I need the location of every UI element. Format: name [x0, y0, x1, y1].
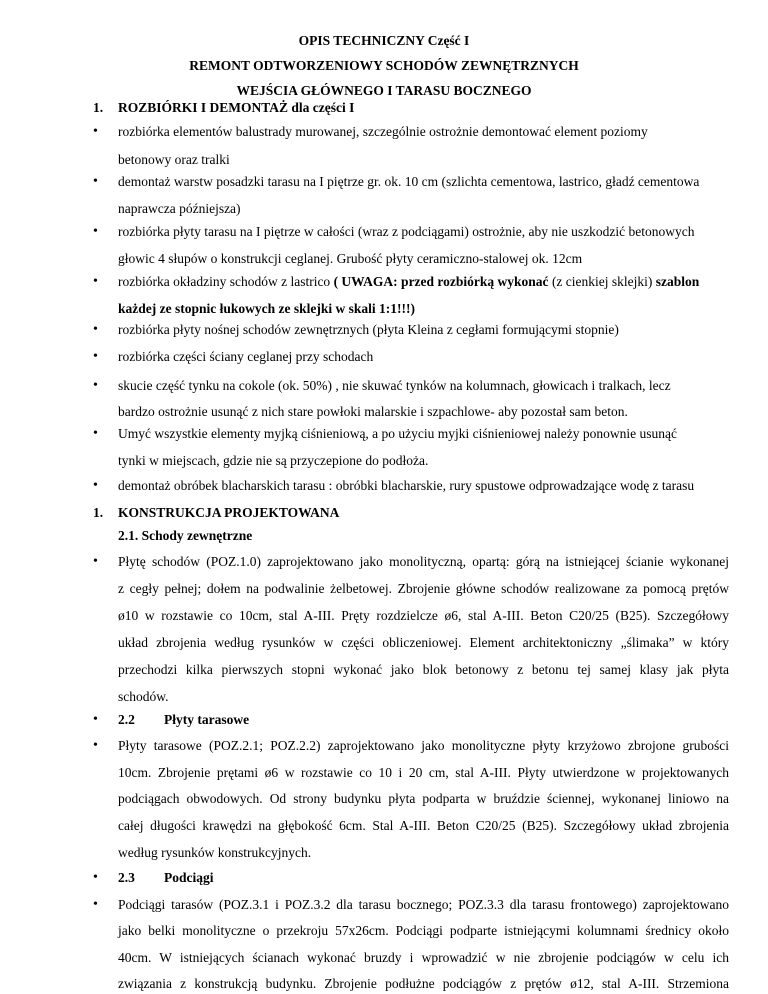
list-item: skucie część tynku na cokole (ok. 50%) , nie skuwać tynków na kolumnach, głowicach i tralkach, lecz	[118, 378, 671, 393]
list-item: rozbiórka części ściany ceglanej przy schodach	[118, 349, 374, 364]
bullet-icon: •	[93, 274, 98, 289]
bullet-icon: •	[93, 349, 98, 364]
list-item-cont: betonowy oraz tralki	[118, 152, 230, 167]
list-item: demontaż obróbek blacharskich tarasu : obróbki blacharskie, rury spustowe odprowadzające wodę z tarasu	[118, 478, 695, 493]
paragraph-line: Płyty tarasowe (POZ.2.1; POZ.2.2) zaprojektowano jako monolityczne płyty krzyżowo zbrojone grubości	[118, 738, 729, 753]
list-item-cont: naprawcza późniejsza)	[118, 201, 241, 216]
bullet-icon: •	[93, 224, 98, 239]
paragraph-line: przechodzi kilka pierwszych stopni wykonać jako blok betonowy z betonu tej samej klasy jak płyta	[118, 662, 729, 677]
bullet-icon: •	[93, 426, 98, 441]
section-1-heading: ROZBIÓRKI I DEMONTAŻ dla części I	[118, 100, 355, 115]
list-item-cont: tynki w miejscach, gdzie nie są przyczepione do podłoża.	[118, 453, 429, 468]
paragraph-line: jako belki monolityczne o przekroju 57x26cm. Podciągi podparte istniejącymi kolumnami średnicy około	[118, 923, 729, 938]
paragraph-line: 40cm. W istniejących ścianach wykonać bruzdy i wprowadzić w nie zbrojenie podciągów w celu ich	[118, 950, 729, 965]
subsection-2-1-heading: 2.1. Schody zewnętrzne	[118, 528, 253, 543]
list-item-text: (z cienkiej sklejki)	[548, 274, 656, 289]
subsection-2-3-heading: Podciągi	[164, 870, 214, 885]
paragraph-line: z cegły pełnej; dołem na podwalinie żelbetowej. Zbrojenie główne schodów realizowane za pomocą prętów	[118, 581, 729, 596]
list-item: Umyć wszystkie elementy myjką ciśnieniową, a po użyciu myjki ciśnieniowej należy ponownie usunąć	[118, 426, 677, 441]
list-item-cont: bardzo ostrożnie usunąć z nich stare powłoki malarskie i szpachlowe- aby pozostał sam beton.	[118, 404, 628, 419]
bullet-icon: •	[93, 897, 98, 912]
bullet-icon: •	[93, 378, 98, 393]
paragraph-line: schodów.	[118, 689, 169, 704]
document-title: OPIS TECHNICZNY Część I	[298, 33, 470, 48]
section-2-number: 1.	[93, 505, 104, 520]
paragraph-line: Podciągi tarasów (POZ.3.1 i POZ.3.2 dla tarasu bocznego; POZ.3.3 dla tarasu frontowego) zaprojektowano	[118, 897, 729, 912]
subsection-2-2-heading: Płyty tarasowe	[164, 712, 250, 727]
list-item: rozbiórka płyty tarasu na I piętrze w całości (wraz z podciągami) ostrożnie, aby nie uszkodzić betonowych	[118, 224, 695, 239]
list-item-cont: głowic 4 słupów o konstrukcji ceglanej. Grubość płyty ceramiczno-stalowej ok. 12cm	[118, 251, 583, 266]
bullet-icon: •	[93, 174, 98, 189]
bullet-icon: •	[93, 870, 98, 885]
paragraph-line: podciągach obwodowych. Od strony budynku płyta podparta w bruździe ściennej, wykonanej liniowo na	[118, 791, 729, 806]
paragraph-line: całej długości krawędzi na głębokość 6cm. Stal A-III. Beton C20/25 (B25). Szczegółowy układ zbrojenia	[118, 818, 729, 833]
list-item-text: rozbiórka okładziny schodów z lastrico	[118, 274, 334, 289]
paragraph-line: Płytę schodów (POZ.1.0) zaprojektowano jako monolityczną, opartą: górą na istniejącej ścianie wykonanej	[118, 554, 729, 569]
list-item: demontaż warstw posadzki tarasu na I piętrze gr. ok. 10 cm (szlichta cementowa, lastrico, gładź cementowa	[118, 174, 700, 189]
bullet-icon: •	[93, 124, 98, 139]
document-subtitle-1: REMONT ODTWORZENIOWY SCHODÓW ZEWNĘTRZNYCH	[189, 58, 579, 73]
bullet-icon: •	[93, 738, 98, 753]
bullet-icon: •	[93, 554, 98, 569]
document-subtitle-2: WEJŚCIA GŁÓWNEGO I TARASU BOCZNEGO	[236, 83, 532, 98]
warning-text: szablon	[655, 274, 700, 289]
list-item: rozbiórka elementów balustrady murowanej, szczególnie ostrożnie demontować element poziomy	[118, 124, 648, 139]
warning-text-cont: każdej ze stopnic łukowych ze sklejki w skali 1:1!!!)	[118, 301, 415, 316]
section-1-number: 1.	[93, 100, 104, 115]
paragraph-line: związania z konstrukcją budynku. Zbrojenie podłużne podciągów z prętów ø12, stal A-III. Strzemiona	[118, 976, 729, 991]
section-2-heading: KONSTRUKCJA PROJEKTOWANA	[118, 505, 340, 520]
bullet-icon: •	[93, 478, 98, 493]
bullet-icon: •	[93, 322, 98, 337]
warning-text: ( UWAGA: przed rozbiórką wykonać	[333, 274, 549, 289]
paragraph-line: 10cm. Zbrojenie prętami ø6 w rozstawie co 10 i 20 cm, stal A-III. Płyty utwierdzone w projektowanych	[118, 765, 729, 780]
paragraph-line: ø10 w rozstawie co 10cm, stal A-III. Pręty rozdzielcze ø6, stal A-III. Beton C20/25 (B25). Szczegółowy	[118, 608, 729, 623]
list-item	[118, 274, 699, 290]
paragraph-line: według rysunków konstrukcyjnych.	[118, 845, 312, 860]
subsection-2-3-number: 2.3	[118, 870, 135, 885]
subsection-2-2-number: 2.2	[118, 712, 135, 727]
paragraph-line: układ zbrojenia według rysunków w części obliczeniowej. Element architektoniczny „ślimaka” w który	[118, 635, 729, 650]
list-item: rozbiórka płyty nośnej schodów zewnętrznych (płyta Kleina z cegłami formującymi stopnie)	[118, 322, 619, 337]
bullet-icon: •	[93, 712, 98, 727]
